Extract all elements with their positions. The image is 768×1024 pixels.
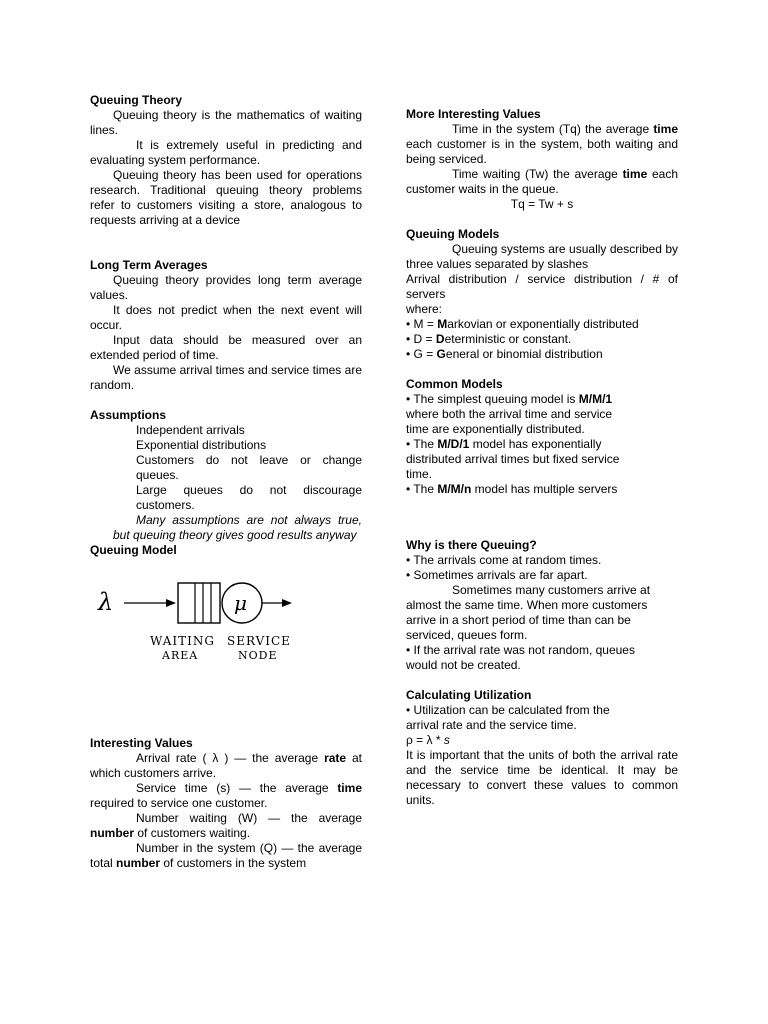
text: • G =	[406, 347, 437, 361]
text: • The	[406, 482, 438, 496]
text: of customers waiting.	[134, 826, 251, 840]
heading-queuing-theory: Queuing Theory	[90, 93, 183, 107]
paragraph: Arrival distribution / service distribution / # of servers	[406, 272, 678, 301]
text: eneral or binomial distribution	[445, 347, 603, 361]
text: each customer waits in the queue.	[406, 167, 678, 196]
list-item: Exponential distributions	[136, 438, 267, 452]
departure-arrowhead	[282, 599, 292, 607]
node-label: NODE	[238, 649, 278, 662]
text: of customers in the system	[160, 856, 307, 870]
paragraph: Queuing systems are usually described by three values separated by slashes	[406, 242, 678, 271]
bold-text: time	[337, 781, 362, 795]
bold-text: number	[116, 856, 161, 870]
text: where both the arrival time and service time are exponentially distributed.	[406, 407, 613, 436]
text: • The	[406, 437, 438, 451]
waiting-label: WAITING	[150, 634, 215, 648]
assumptions-note: Many assumptions are not always true, but queuing theory gives good results anyway	[113, 513, 362, 542]
text: model has multiple servers	[471, 482, 618, 496]
left-column	[90, 93, 362, 871]
paragraph-arrival-rate	[90, 751, 362, 781]
heading-calculating-utilization: Calculating Utilization	[406, 688, 532, 702]
bullet-md1	[406, 437, 636, 482]
heading-queuing-models: Queuing Models	[406, 227, 500, 241]
paragraph-tw	[406, 167, 678, 197]
bold-text: rate	[324, 751, 347, 765]
bullet-d	[406, 332, 678, 347]
paragraph: where:	[406, 302, 443, 316]
text: Time waiting (Tw) the average	[452, 167, 623, 181]
paragraph-number-waiting	[90, 811, 362, 841]
list-item: Customers do not leave or change queues.	[136, 453, 362, 482]
right-column	[406, 107, 678, 808]
waiting-area-box	[178, 583, 220, 623]
bold-text: time	[653, 122, 678, 136]
bullet-mm1	[406, 392, 636, 437]
heading-why-queuing: Why is there Queuing?	[406, 538, 537, 552]
list-item: Large queues do not discourage customers.	[136, 483, 362, 512]
text: arkovian or exponentially distributed	[447, 317, 639, 331]
arrival-arrowhead	[166, 599, 176, 607]
text: Service time (s) — the average	[136, 781, 338, 795]
lambda-symbol: λ	[98, 588, 114, 616]
bold-text: /	[602, 392, 606, 406]
paragraph-service-time	[90, 781, 362, 811]
paragraph: Queuing theory has been used for operations research. Traditional queuing theory problems refer to customers visiting a store, analogous to requests arriving at a device	[90, 168, 362, 227]
bullet: • Utilization can be calculated from the arrival rate and the service time.	[406, 703, 610, 732]
formula-tq: Tq = Tw + s	[510, 197, 574, 211]
bold-text: D	[435, 332, 445, 346]
bullet: • Sometimes arrivals are far apart.	[406, 568, 588, 582]
paragraph-number-in-system	[90, 841, 362, 871]
text: Arrival rate ( λ ) — the average	[136, 751, 325, 765]
queue-diagram	[92, 578, 292, 674]
heading-long-term-averages: Long Term Averages	[90, 258, 208, 272]
bold-text: G	[436, 347, 446, 361]
heading-common-models: Common Models	[406, 377, 503, 391]
heading-more-interesting-values: More Interesting Values	[406, 107, 541, 121]
bold-text: number	[90, 826, 135, 840]
text: • The simplest queuing model is	[406, 392, 579, 406]
mu-symbol: μ	[234, 591, 247, 615]
heading-queuing-model: Queuing Model	[90, 543, 177, 557]
text: required to service one customer.	[90, 796, 268, 810]
bullet-g	[406, 347, 678, 362]
paragraph-tq	[406, 122, 678, 167]
bullet: • The arrivals come at random times.	[406, 553, 602, 567]
text: model has exponentially distributed arrival times but fixed service time.	[406, 437, 620, 481]
text: • M =	[406, 317, 438, 331]
text: • D =	[406, 332, 436, 346]
paragraph: Queuing theory is the mathematics of waiting lines.	[90, 108, 362, 137]
bold-text: M	[437, 317, 448, 331]
paragraph: It does not predict when the next event will occur.	[90, 303, 362, 332]
paragraph: Queuing theory provides long term average values.	[90, 273, 362, 302]
bold-text: M	[592, 392, 603, 406]
bold-text: 1	[605, 392, 613, 406]
paragraph: It is extremely useful in predicting and evaluating system performance.	[90, 138, 362, 167]
text: Number waiting (W) — the average	[136, 811, 362, 825]
paragraph: We assume arrival times and service times are random.	[90, 363, 362, 392]
text: Time in the system (Tq) the average	[452, 122, 654, 136]
list-item: Independent arrivals	[136, 423, 245, 437]
assumptions-list	[136, 423, 362, 513]
heading-assumptions: Assumptions	[90, 408, 167, 422]
bold-text: /	[588, 392, 593, 406]
text: at which customers arrive.	[90, 751, 363, 780]
paragraph: It is important that the units of both the arrival rate and the service time be identical. It may be necessary to convert these values to common units.	[406, 748, 678, 807]
text: Number in the system (Q) — the average total	[90, 841, 362, 870]
bold-text: M	[578, 392, 589, 406]
paragraph: Input data should be measured over an extended period of time.	[90, 333, 362, 362]
area-label: AREA	[162, 649, 199, 662]
heading-interesting-values: Interesting Values	[90, 736, 193, 750]
bold-text: M/M/n	[437, 482, 472, 496]
bold-text: M/D/1	[437, 437, 470, 451]
italic-text: s	[443, 733, 450, 747]
bullet-mmn	[406, 482, 678, 497]
text: eterministic or constant.	[444, 332, 572, 346]
bullet-m	[406, 317, 678, 332]
bullet: • If the arrival rate was not random, queues would not be created.	[406, 643, 635, 672]
text: each customer is in the system, both waiting and being serviced.	[406, 137, 678, 166]
service-label: SERVICE	[227, 634, 291, 648]
formula-utilization	[406, 733, 678, 748]
text: ρ = λ *	[406, 733, 444, 747]
bold-text: time	[622, 167, 648, 181]
paragraph: Sometimes many customers arrive at almost the same time. When more customers arrive in a short period of time than can be serviced, queues form.	[406, 583, 651, 642]
